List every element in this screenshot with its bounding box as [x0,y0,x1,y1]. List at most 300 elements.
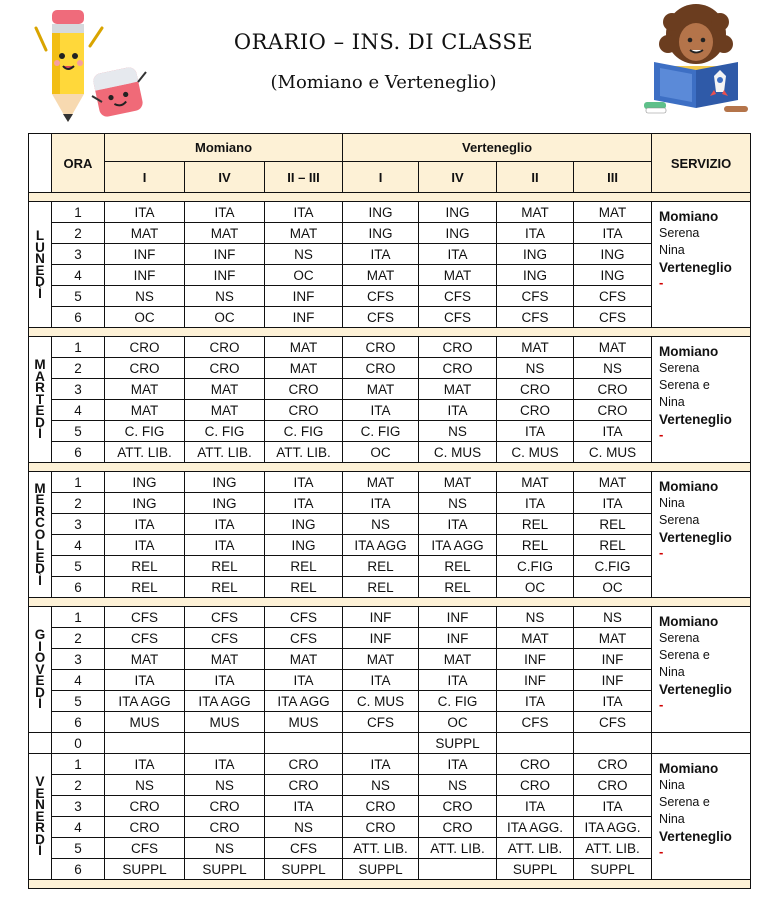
day-letter: V [35,774,45,790]
table-cell: ITA [574,691,652,712]
day-letter: R [35,503,45,519]
table-cell: CFS [265,628,343,649]
class-header: II [497,162,574,193]
hour-cell: 3 [52,514,105,535]
hour-cell: 5 [52,838,105,859]
table-cell [343,733,419,754]
table-cell: C. FIG [265,421,343,442]
table-cell: ITA [185,535,265,556]
table-cell: MAT [185,649,265,670]
page-title: ORARIO – INS. DI CLASSE [233,30,534,54]
service-heading-momiano: Momiano [659,479,719,494]
table-row [29,244,751,265]
table-cell: C. FIG [185,421,265,442]
table-cell: ITA [105,202,185,223]
servizio-header: SERVIZIO [652,134,751,193]
day-letter: T [35,391,45,407]
table-cell: ITA [343,493,419,514]
table-cell: ING [105,472,185,493]
table-cell: ITA [419,244,497,265]
table-cell: CFS [265,838,343,859]
table-row [29,859,751,880]
table-cell: REL [265,556,343,577]
table-cell: MAT [343,649,419,670]
table-cell: CFS [497,286,574,307]
service-heading-momiano: Momiano [659,344,719,359]
table-cell: CRO [105,358,185,379]
table-cell: SUPPL [419,733,497,754]
service-dash: - [659,545,664,560]
table-cell: REL [419,577,497,598]
service-heading-verteneglio: Verteneglio [659,829,732,844]
table-cell [185,733,265,754]
table-cell: INF [574,670,652,691]
day-letter: D [35,684,45,700]
day-letter: R [35,380,45,396]
table-cell: ING [497,244,574,265]
table-cell: ING [265,514,343,535]
hour-cell: 4 [52,670,105,691]
table-cell: OC [105,307,185,328]
table-cell: MAT [497,202,574,223]
separator-cell [29,193,751,202]
table-cell: CRO [419,358,497,379]
table-cell: MAT [419,649,497,670]
service-name: Serena [659,513,700,527]
table-cell: CFS [574,712,652,733]
service-dash: - [659,427,664,442]
table-cell: ING [497,265,574,286]
class-header: II – III [265,162,343,193]
table-cell: ITA [343,400,419,421]
service-cell [652,337,751,463]
table-cell: CRO [185,337,265,358]
table-cell: C. MUS [343,691,419,712]
table-cell: ITA [265,202,343,223]
table-cell: OC [265,265,343,286]
day-separator [29,193,751,202]
table-cell: ITA [419,400,497,421]
table-cell: CFS [574,307,652,328]
table-cell: MUS [265,712,343,733]
table-cell: MAT [265,649,343,670]
table-row [29,472,751,493]
table-cell: REL [574,514,652,535]
class-header: III [574,162,652,193]
table-cell: ITA [105,535,185,556]
table-cell: C. MUS [497,442,574,463]
service-heading-momiano: Momiano [659,209,719,224]
table-cell: CRO [497,754,574,775]
table-cell: ITA [185,670,265,691]
table-row [29,493,751,514]
table-cell [419,859,497,880]
service-name: Nina [659,395,685,409]
table-cell: MUS [105,712,185,733]
hour-cell: 1 [52,607,105,628]
table-cell: INF [265,286,343,307]
table-cell: CFS [497,307,574,328]
table-cell [105,733,185,754]
hour-cell: 4 [52,535,105,556]
day-letter: E [35,785,45,801]
table-row [29,358,751,379]
day-letter: M [34,480,46,496]
day-letter: Ì [38,285,42,301]
table-cell: MAT [185,379,265,400]
table-cell: CRO [265,379,343,400]
hour-cell: 1 [52,472,105,493]
table-cell: NS [265,817,343,838]
table-cell: ITA [265,796,343,817]
table-cell: ITA [419,754,497,775]
table-cell: C.FIG [574,556,652,577]
table-cell: MAT [574,472,652,493]
empty-cell [29,733,52,754]
table-cell: ATT. LIB. [185,442,265,463]
table-cell: ATT. LIB. [105,442,185,463]
table-cell: CRO [265,775,343,796]
table-cell: CRO [574,754,652,775]
hour-cell: 3 [52,649,105,670]
table-cell: ITA AGG [185,691,265,712]
table-cell: CRO [497,775,574,796]
table-cell: INF [343,607,419,628]
service-cell [652,202,751,328]
service-name: Serena [659,361,700,375]
table-cell: C. FIG [105,421,185,442]
table-cell: MAT [419,379,497,400]
service-name: Serena e [659,648,710,662]
day-label [29,754,52,880]
table-row [29,817,751,838]
service-dash: - [659,844,664,859]
day-letter: A [35,368,45,384]
table-cell: ATT. LIB. [343,838,419,859]
ora-header: ORA [52,134,105,193]
table-cell: NS [185,775,265,796]
hour-cell: 1 [52,202,105,223]
table-row [29,712,751,733]
table-cell: ING [185,493,265,514]
table-cell: REL [497,535,574,556]
table-cell: INF [105,244,185,265]
day-label [29,607,52,733]
table-cell: INF [185,244,265,265]
table-cell: CRO [574,400,652,421]
table-cell: ITA [343,754,419,775]
table-cell [574,733,652,754]
service-name: Nina [659,496,685,510]
table-cell: CFS [343,286,419,307]
table-cell: NS [419,775,497,796]
table-row [29,400,751,421]
table-cell: C. FIG [419,691,497,712]
class-header: IV [419,162,497,193]
hour-cell: 3 [52,244,105,265]
table-cell: MAT [419,472,497,493]
table-cell: NS [343,514,419,535]
table-cell: REL [105,556,185,577]
table-cell: ITA AGG [343,535,419,556]
table-cell: CRO [419,337,497,358]
table-cell: ITA [574,493,652,514]
table-cell: ITA [497,421,574,442]
service-heading-verteneglio: Verteneglio [659,260,732,275]
table-cell: NS [574,607,652,628]
table-cell: ITA [419,514,497,535]
day-label [29,472,52,598]
table-cell: CFS [185,607,265,628]
table-cell: ITA [343,244,419,265]
day-letter: L [35,538,45,554]
table-cell: CRO [574,775,652,796]
day-letter: N [35,251,45,266]
table-row [29,337,751,358]
table-cell: ITA [419,670,497,691]
table-cell: NS [105,286,185,307]
table-cell: REL [343,556,419,577]
day-separator [29,598,751,607]
service-heading-verteneglio: Verteneglio [659,530,732,545]
table-cell: 0 [52,733,105,754]
day-label [29,202,52,328]
table-cell: ING [343,223,419,244]
day-letter: Ì [38,843,42,859]
day-letter: O [34,526,46,542]
day-letter: I [38,638,42,654]
table-row [29,796,751,817]
table-cell: CRO [185,796,265,817]
table-cell: MAT [497,472,574,493]
table-cell: MAT [574,628,652,649]
header-row-groups [29,134,751,162]
table-cell: NS [497,607,574,628]
day-letter: E [35,808,45,824]
hour-cell: 6 [52,442,105,463]
table-cell: NS [265,244,343,265]
service-name: Serena e [659,378,710,392]
table-cell: OC [574,577,652,598]
table-row [29,691,751,712]
hour-cell: 4 [52,817,105,838]
service-heading-verteneglio: Verteneglio [659,682,732,697]
table-cell: MAT [419,265,497,286]
service-cell [652,754,751,880]
table-row [29,607,751,628]
service-heading-momiano: Momiano [659,761,719,776]
table-cell: CFS [105,607,185,628]
table-row [29,628,751,649]
class-header: I [343,162,419,193]
table-cell: CFS [185,628,265,649]
table-cell: MAT [105,649,185,670]
table-cell: CFS [419,307,497,328]
table-cell: ING [343,202,419,223]
table-row [29,733,751,754]
hour-cell: 2 [52,628,105,649]
header-row-classes [29,162,751,193]
day-letter: Ì [38,426,42,442]
table-cell: MAT [185,400,265,421]
table-cell: ING [419,223,497,244]
table-cell: MAT [497,337,574,358]
reading-girl-illustration [640,4,752,120]
day-letter: D [35,274,45,289]
service-dash: - [659,275,664,290]
table-cell: ING [574,244,652,265]
table-cell: CRO [343,796,419,817]
table-cell: MAT [343,379,419,400]
day-letter: Ì [38,572,42,588]
class-header: IV [185,162,265,193]
table-row [29,442,751,463]
table-cell: ING [574,265,652,286]
table-cell: CRO [343,358,419,379]
table-row [29,514,751,535]
schedule-table [28,133,751,889]
class-header: I [105,162,185,193]
table-cell: C. MUS [574,442,652,463]
table-cell: ITA [497,691,574,712]
table-cell: SUPPL [265,859,343,880]
table-row [29,223,751,244]
hour-cell: 2 [52,775,105,796]
table-cell: ING [185,472,265,493]
table-cell: NS [419,493,497,514]
table-cell: ING [419,202,497,223]
day-letter: M [34,357,46,373]
day-label [29,337,52,463]
service-name: Serena e [659,795,710,809]
table-cell [497,733,574,754]
table-cell: INF [497,670,574,691]
table-cell [265,733,343,754]
group-header-momiano: Momiano [105,134,343,162]
table-row [29,577,751,598]
table-cell: INF [185,265,265,286]
table-cell: OC [497,577,574,598]
hour-cell: 2 [52,223,105,244]
day-letter: D [35,414,45,430]
table-cell: MAT [343,265,419,286]
table-cell: MAT [497,628,574,649]
table-cell: ITA AGG. [497,817,574,838]
table-cell: REL [185,556,265,577]
service-name: Nina [659,778,685,792]
hour-cell: 4 [52,400,105,421]
table-cell: ITA AGG. [574,817,652,838]
day-letter: E [35,549,45,565]
table-cell: ITA [574,421,652,442]
table-cell: CRO [105,817,185,838]
table-cell: CRO [105,796,185,817]
table-cell: REL [497,514,574,535]
table-cell: OC [419,712,497,733]
table-cell: CFS [497,712,574,733]
table-cell: SUPPL [185,859,265,880]
table-cell: ATT. LIB. [265,442,343,463]
day-letter: U [35,239,45,255]
day-letter: E [35,403,45,419]
table-cell: ATT. LIB. [574,838,652,859]
table-cell: MAT [574,337,652,358]
separator-cell [29,598,751,607]
table-cell: ITA [497,223,574,244]
hour-cell: 3 [52,796,105,817]
hour-cell: 4 [52,265,105,286]
table-cell: OC [343,442,419,463]
table-cell: ITA [185,514,265,535]
table-cell: ITA [265,472,343,493]
day-letter: V [35,661,45,677]
service-name: Nina [659,243,685,257]
table-cell: ITA AGG [419,535,497,556]
table-cell: ITA [185,202,265,223]
table-cell: ATT. LIB. [419,838,497,859]
table-cell: CRO [497,400,574,421]
table-cell: REL [185,577,265,598]
table-cell: ITA [343,670,419,691]
day-letter: D [35,561,45,577]
service-cell [652,607,751,733]
table-cell: REL [419,556,497,577]
separator-cell [29,463,751,472]
table-cell: MAT [185,223,265,244]
pencil-eraser-illustration [30,6,150,124]
table-row [29,421,751,442]
table-cell: REL [574,535,652,556]
table-cell: MAT [105,379,185,400]
table-cell: CFS [343,712,419,733]
table-cell: OC [185,307,265,328]
hour-cell: 1 [52,754,105,775]
table-cell: ITA AGG [105,691,185,712]
table-cell: REL [105,577,185,598]
day-letter: E [35,262,45,278]
table-cell: CRO [343,817,419,838]
table-row [29,202,751,223]
table-cell: ITA [574,796,652,817]
table-row [29,556,751,577]
table-cell: ITA AGG [265,691,343,712]
table-row [29,379,751,400]
day-letter: C [35,515,45,531]
hour-cell: 2 [52,493,105,514]
hour-cell: 3 [52,379,105,400]
table-row [29,838,751,859]
service-heading-verteneglio: Verteneglio [659,412,732,427]
table-cell: MAT [105,400,185,421]
table-cell: MAT [343,472,419,493]
table-cell: CFS [419,286,497,307]
table-cell: ITA [265,493,343,514]
hour-cell: 6 [52,307,105,328]
day-letter: E [35,673,45,689]
table-row [29,754,751,775]
table-row [29,535,751,556]
service-name: Nina [659,665,685,679]
group-header-verteneglio: Verteneglio [343,134,652,162]
table-cell: INF [265,307,343,328]
table-row [29,670,751,691]
table-cell: C. FIG [343,421,419,442]
table-cell: SUPPL [497,859,574,880]
table-cell: INF [419,607,497,628]
table-row [29,649,751,670]
day-letter: R [35,820,45,836]
table-cell: INF [497,649,574,670]
